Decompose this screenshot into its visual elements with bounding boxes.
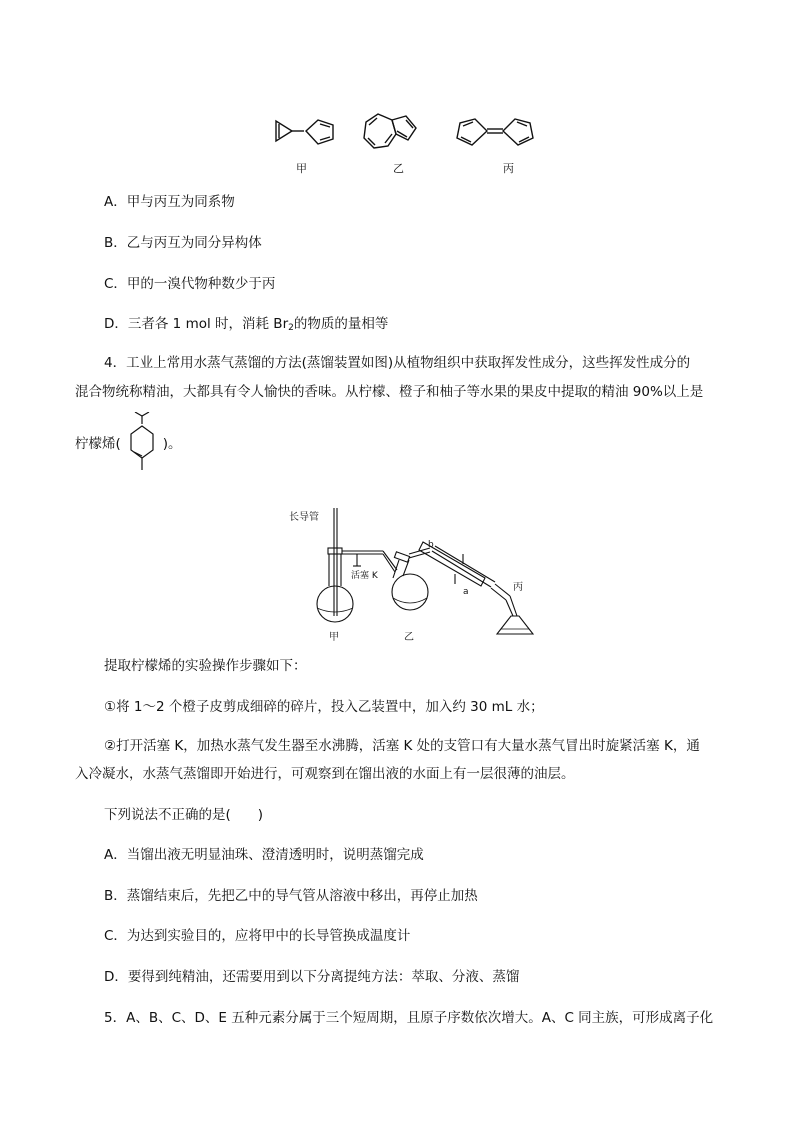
label-valve: 活塞 K bbox=[351, 571, 378, 581]
q3-option-a: A．甲与丙互为同系物 bbox=[104, 194, 235, 210]
label-jia-flask: 甲 bbox=[329, 632, 339, 643]
molecule-jia bbox=[276, 120, 333, 144]
step-2-line2: 入冷凝水，水蒸气蒸馏即开始进行，可观察到在馏出液的水面上有一层很薄的油层。 bbox=[75, 766, 575, 782]
q4-option-d: D．要得到纯精油，还需要用到以下分离提纯方法：萃取、分液、蒸馏 bbox=[104, 969, 520, 985]
q3-option-d-prefix: D．三者各 1 mol 时，消耗 Br bbox=[104, 316, 289, 332]
q4-limonene-line bbox=[75, 412, 182, 476]
label-yi: 乙 bbox=[393, 162, 404, 175]
q4-option-a: A．当馏出液无明显油珠、澄清透明时，说明蒸馏完成 bbox=[104, 847, 424, 863]
q3-option-b: B．乙与丙互为同分异构体 bbox=[104, 235, 262, 251]
limonene-suffix: )。 bbox=[162, 436, 182, 452]
limonene-prefix: 柠檬烯( bbox=[75, 436, 121, 452]
steps-intro: 提取柠檬烯的实验操作步骤如下： bbox=[104, 658, 307, 674]
q4-option-c: C．为达到实验目的，应将甲中的长导管换成温度计 bbox=[104, 928, 411, 944]
label-bing: 丙 bbox=[503, 162, 514, 175]
molecule-bing bbox=[457, 119, 533, 145]
q5-stem-line1: 5．A、B、C、D、E 五种元素分属于三个短周期，且原子序数依次增大。A、C 同主族，可形成离子化 bbox=[104, 1010, 714, 1026]
label-yi-flask: 乙 bbox=[404, 632, 414, 643]
q3-option-d bbox=[104, 314, 388, 338]
label-b: b bbox=[428, 540, 434, 550]
label-bing-flask: 丙 bbox=[513, 582, 523, 593]
q3-option-d-sub: 2 bbox=[288, 323, 294, 333]
q4-option-b: B．蒸馏结束后，先把乙中的导气管从溶液中移出，再停止加热 bbox=[104, 888, 478, 904]
q3-option-d-suffix: 的物质的量相等 bbox=[293, 316, 389, 332]
distillation-apparatus bbox=[285, 508, 535, 648]
molecule-yi bbox=[364, 114, 416, 148]
step-1: ①将 1～2 个橙子皮剪成细碎的碎片，投入乙装置中，加入约 30 mL 水； bbox=[104, 699, 544, 715]
q4-question: 下列说法不正确的是( ) bbox=[104, 807, 264, 823]
step-2-line1: ②打开活塞 K，加热水蒸气发生器至水沸腾，活塞 K 处的支管口有大量水蒸气冒出时旋紧活塞 K，通 bbox=[104, 738, 700, 754]
q4-stem-line2: 混合物统称精油，大都具有令人愉快的香味。从柠檬、橙子和柚子等水果的果皮中提取的精油 90%以上是 bbox=[75, 384, 704, 400]
label-jia: 甲 bbox=[296, 162, 307, 175]
label-long-tube: 长导管 bbox=[289, 512, 319, 523]
label-a: a bbox=[463, 587, 469, 597]
limonene-structure bbox=[121, 412, 163, 476]
q4-stem-line1: 4．工业上常用水蒸气蒸馏的方法(蒸馏装置如图)从植物组织中获取挥发性成分，这些挥发性成分的 bbox=[104, 355, 691, 371]
q3-option-c: C．甲的一溴代物种数少于丙 bbox=[104, 276, 276, 292]
